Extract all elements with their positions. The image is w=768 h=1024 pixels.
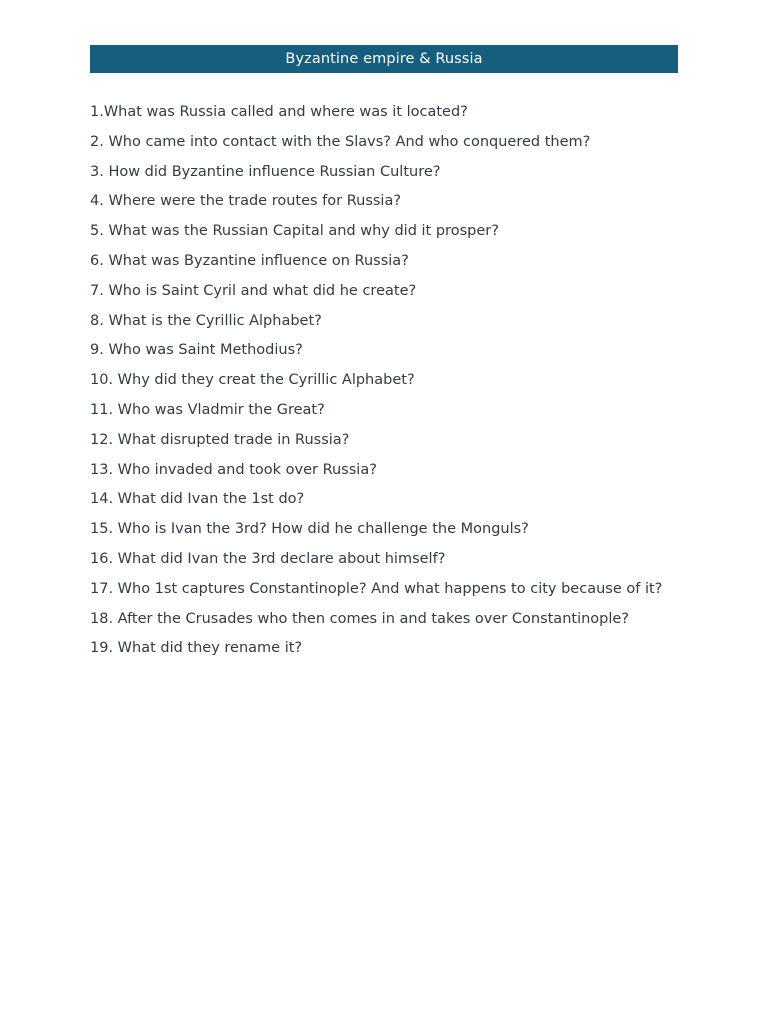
question-item: 3. How did Byzantine influence Russian Culture? [90,163,441,180]
question-item: 11. Who was Vladmir the Great? [90,401,325,418]
question-item: 9. Who was Saint Methodius? [90,342,303,359]
question-item: 2. Who came into contact with the Slavs? And who conquered them? [90,133,591,150]
question-item: 16. What did Ivan the 3rd declare about himself? [90,550,446,567]
question-item: 19. What did they rename it? [90,640,303,657]
document-page [90,45,678,670]
question-item: 7. Who is Saint Cyril and what did he create? [90,282,417,299]
document-title: Byzantine empire & Russia [90,45,678,73]
question-item: 10. Why did they creat the Cyrillic Alphabet? [90,372,415,389]
question-item: 17. Who 1st captures Constantinople? And what happens to city because of it? [90,580,663,597]
question-item: 14. What did Ivan the 1st do? [90,491,305,508]
question-item: 18. After the Crusades who then comes in and takes over Constantinople? [90,610,630,627]
question-item: 6. What was Byzantine influence on Russia? [90,252,409,269]
question-item: 15. Who is Ivan the 3rd? How did he challenge the Monguls? [90,521,529,538]
question-item: 12. What disrupted trade in Russia? [90,431,350,448]
question-item: 8. What is the Cyrillic Alphabet? [90,312,322,329]
question-item: 13. Who invaded and took over Russia? [90,461,377,478]
question-item: 5. What was the Russian Capital and why did it prosper? [90,223,499,240]
question-item: 1.What was Russia called and where was it located? [90,104,468,120]
question-item: 4. Where were the trade routes for Russia? [90,193,402,210]
question-list [90,104,678,657]
